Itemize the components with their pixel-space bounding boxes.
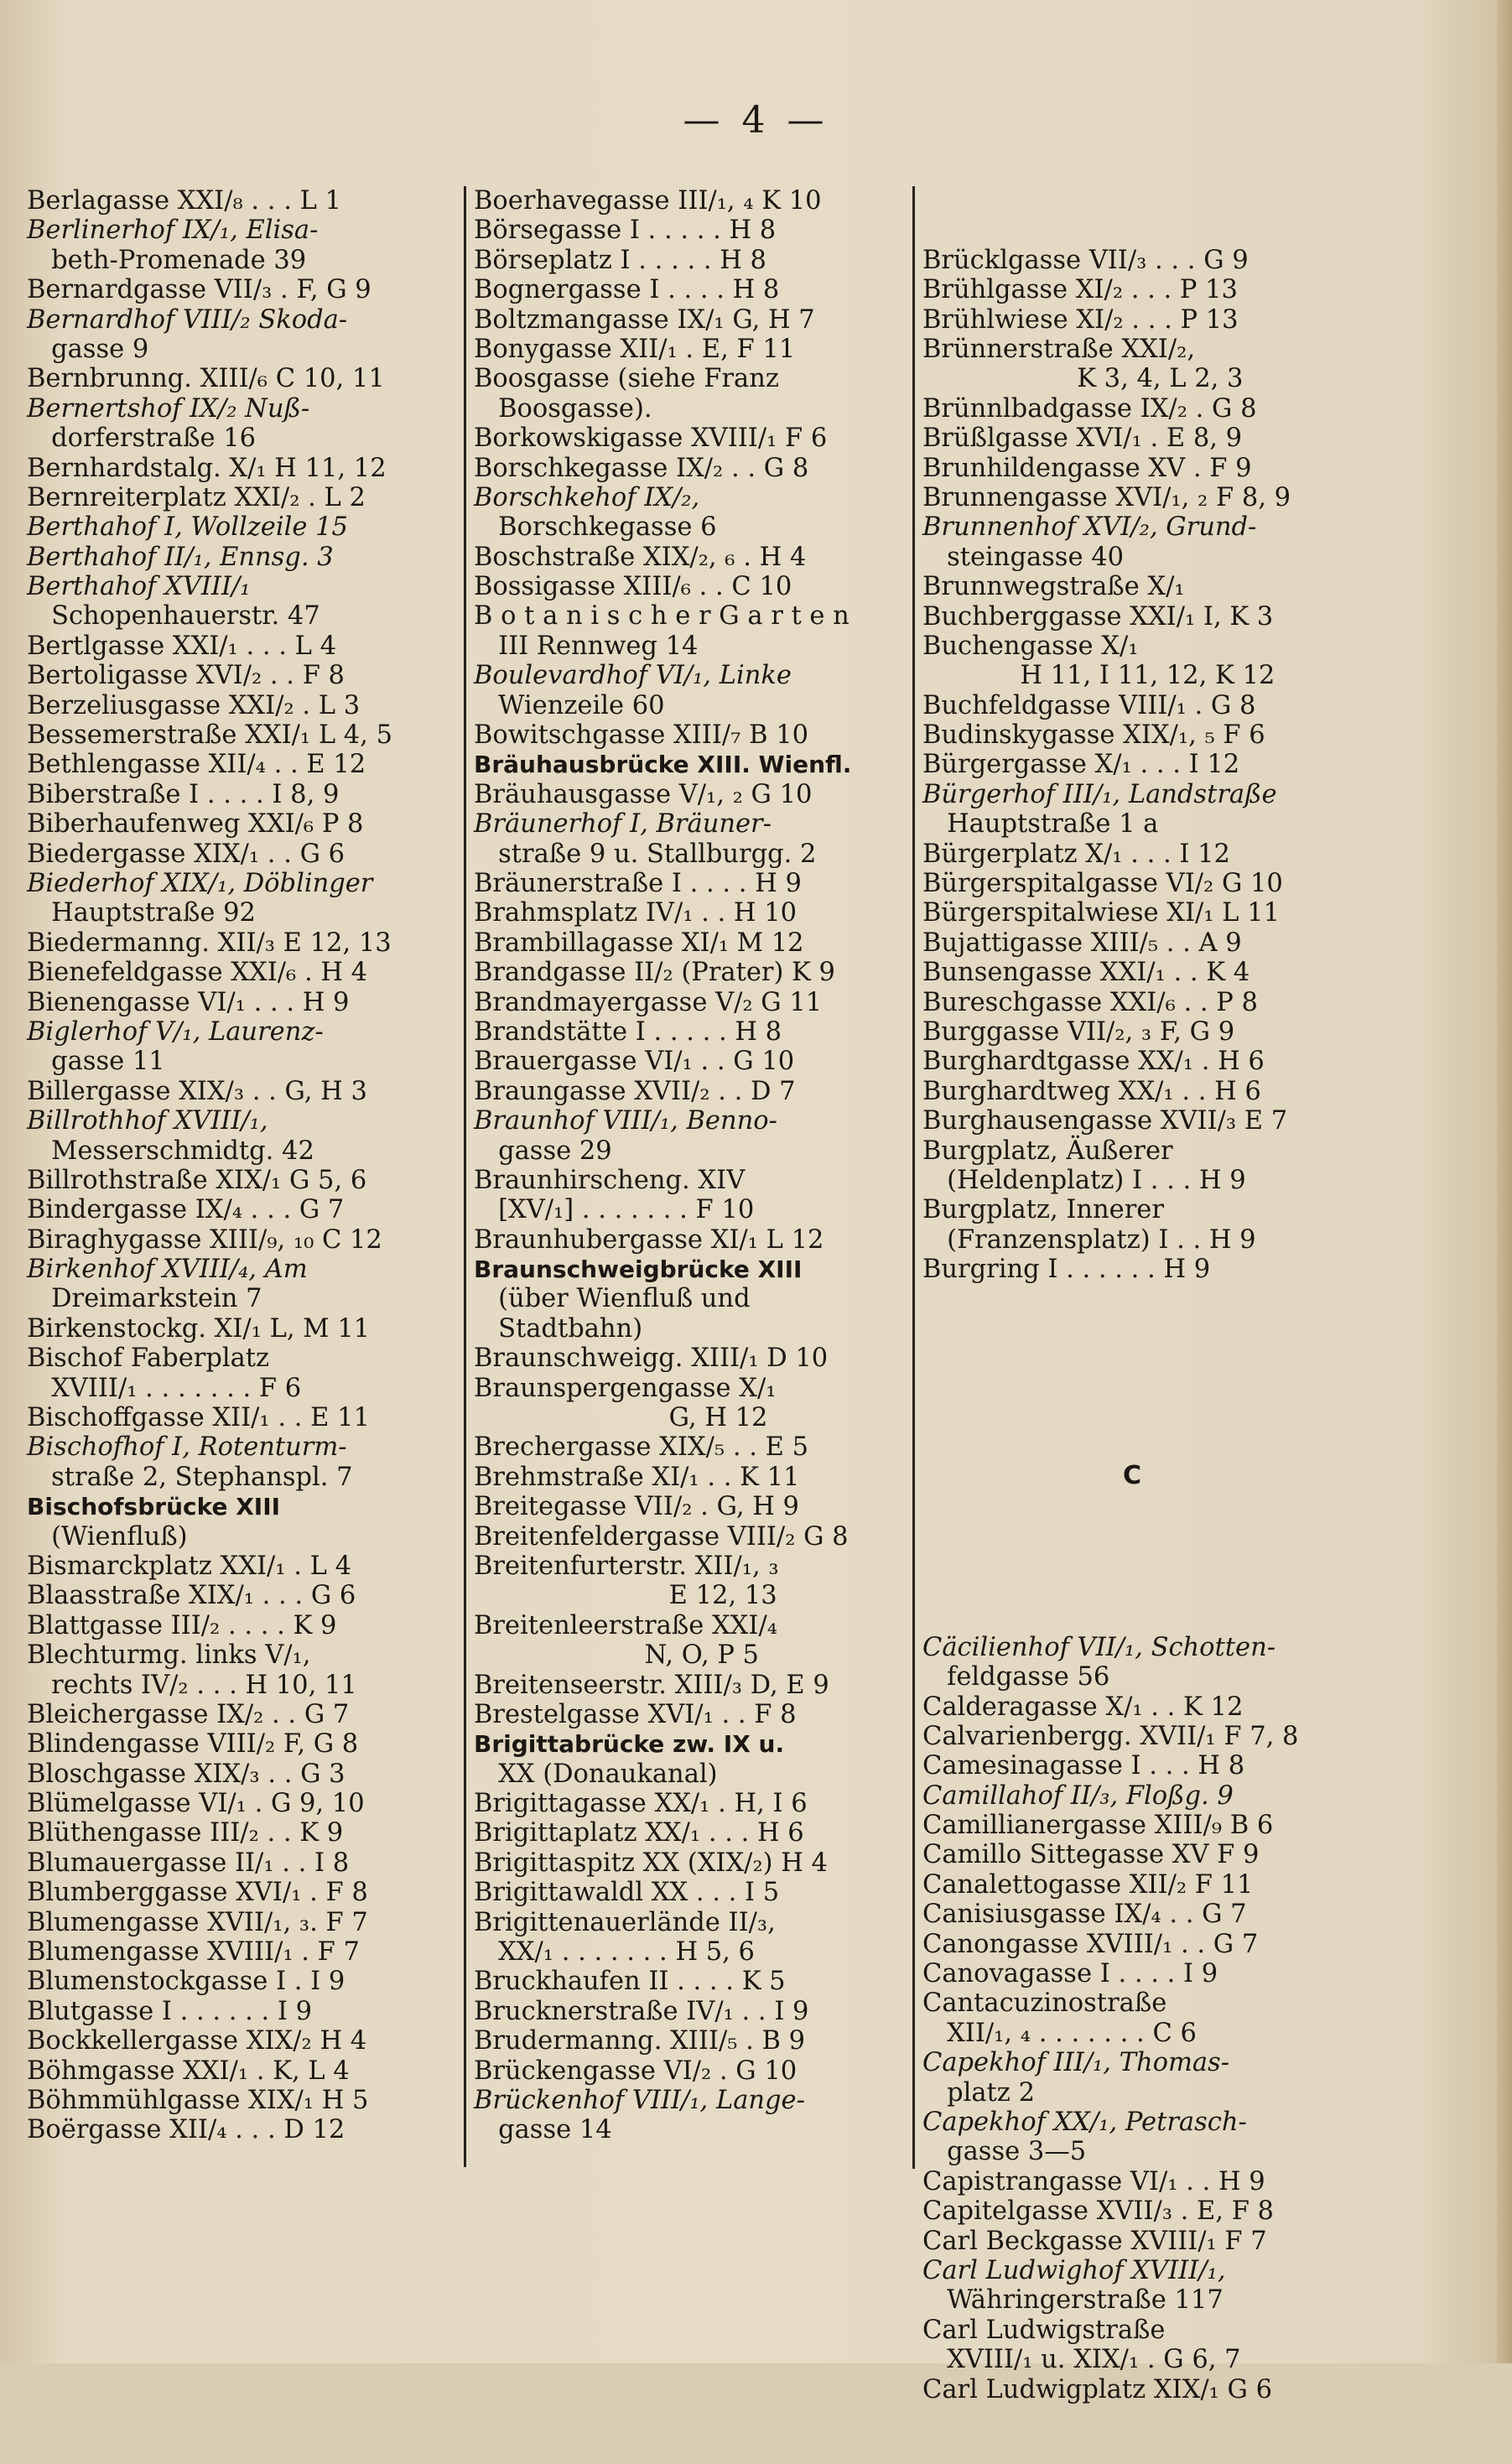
directory-entry: Billergasse XIX/₃ . . G, H 3 — [27, 1076, 367, 1106]
directory-entry: Brigittaspitz XX (XIX/₂) H 4 — [474, 1848, 828, 1878]
directory-entry: Braunschweigg. XIII/₁ D 10 — [474, 1344, 829, 1374]
directory-entry: Stadtbahn) — [474, 1313, 643, 1344]
directory-entry: Börseplatz I . . . . . H 8 — [474, 245, 766, 275]
directory-entry: Bischofhof I, Rotenturm- — [27, 1432, 347, 1463]
directory-entry: (über Wienfluß und — [474, 1284, 751, 1314]
directory-entry: Bernhardstalg. X/₁ H 11, 12 — [27, 453, 387, 483]
directory-entry: Berthahof I, Wollzeile 15 — [27, 512, 348, 543]
directory-entry: Bischoffgasse XII/₁ . . E 11 — [27, 1403, 370, 1433]
column-3-c-entries — [922, 1633, 1392, 2404]
directory-entry: Borschkegasse 6 — [474, 512, 717, 543]
directory-entry: Brücklgasse VII/₃ . . . G 9 — [922, 245, 1249, 275]
directory-entry: gasse 9 — [27, 334, 149, 364]
directory-entry: (Franzensplatz) I . . H 9 — [922, 1224, 1256, 1255]
directory-entry: Wienzeile 60 — [474, 690, 665, 720]
directory-entry: straße 9 u. Stallburgg. 2 — [474, 839, 817, 869]
directory-entry: Börsegasse I . . . . . H 8 — [474, 216, 777, 246]
directory-entry: Bureschgasse XXI/₆ . . P 8 — [922, 987, 1258, 1017]
directory-entry: Bernreiterplatz XXI/₂ . L 2 — [27, 482, 366, 512]
column-divider-1 — [464, 186, 466, 2167]
directory-entry: Berlagasse XXI/₈ . . . L 1 — [27, 186, 341, 216]
directory-entry: gasse 11 — [27, 1047, 165, 1077]
directory-entry: Camillo Sittegasse XV F 9 — [922, 1840, 1260, 1870]
directory-entry: Brigittaplatz XX/₁ . . . H 6 — [474, 1818, 804, 1848]
directory-entry: Messerschmidtg. 42 — [27, 1136, 314, 1166]
directory-entry: Burghausengasse XVII/₃ E 7 — [922, 1106, 1288, 1136]
directory-entry: Burgring I . . . . . . H 9 — [922, 1255, 1211, 1285]
directory-entry: Camesinagasse I . . . H 8 — [922, 1751, 1245, 1781]
directory-entry: Boulevardhof VI/₁, Linke — [474, 661, 792, 691]
directory-entry: Buchengasse X/₁ — [922, 631, 1139, 661]
directory-entry: Biraghygasse XIII/₉, ₁₀ C 12 — [27, 1224, 382, 1255]
directory-entry: Burghardtgasse XX/₁ . H 6 — [922, 1047, 1265, 1077]
directory-entry: Canalettogasse XII/₂ F 11 — [922, 1869, 1254, 1900]
directory-entry: Canovagasse I . . . . I 9 — [922, 1959, 1218, 1989]
directory-entry: Bernbrunng. XIII/₆ C 10, 11 — [27, 364, 385, 394]
directory-entry: Bienefeldgasse XXI/₆ . H 4 — [27, 958, 368, 988]
directory-entry: Biedermanng. XII/₃ E 12, 13 — [27, 928, 392, 958]
directory-entry: Brückengasse VI/₂ . G 10 — [474, 2056, 798, 2086]
directory-entry: dorferstraße 16 — [27, 424, 257, 454]
directory-entry: Boosgasse (siehe Franz — [474, 364, 779, 394]
directory-entry: Brigittawaldl XX . . . I 5 — [474, 1878, 780, 1908]
directory-entry: Blindengasse VIII/₂ F, G 8 — [27, 1729, 359, 1760]
directory-entry: Blaasstraße XIX/₁ . . . G 6 — [27, 1581, 356, 1611]
directory-entry: Dreimarkstein 7 — [27, 1284, 262, 1314]
directory-entry: Berthahof II/₁, Ennsg. 3 — [27, 542, 334, 572]
directory-entry: Braunhof VIII/₁, Benno- — [474, 1106, 777, 1136]
directory-entry: Blumengasse XVIII/₁ . F 7 — [27, 1937, 360, 1968]
page-edge — [1497, 0, 1512, 2363]
directory-entry: Carl Ludwigplatz XIX/₁ G 6 — [922, 2374, 1272, 2404]
directory-entry: gasse 14 — [474, 2115, 612, 2145]
directory-entry: Boosgasse). — [474, 393, 652, 424]
directory-entry: Borkowskigasse XVIII/₁ F 6 — [474, 424, 828, 454]
directory-entry: E 12, 13 — [474, 1581, 777, 1611]
directory-entry: Bischof Faberplatz — [27, 1344, 270, 1374]
directory-entry: Braunhubergasse XI/₁ L 12 — [474, 1224, 824, 1255]
directory-entry: Schopenhauerstr. 47 — [27, 601, 320, 632]
directory-entry: Bonygasse XII/₁ . E, F 11 — [474, 334, 796, 364]
directory-entry: Blattgasse III/₂ . . . . K 9 — [27, 1610, 337, 1640]
section-header-c: C — [1122, 1461, 1142, 1491]
directory-entry: Cantacuzinostraße — [922, 1988, 1167, 2019]
directory-entry: Brunnenhof XVI/₂, Grund- — [922, 512, 1257, 543]
directory-entry: N, O, P 5 — [474, 1640, 759, 1671]
directory-entry: Braunschweigbrücke XIII — [474, 1255, 803, 1284]
directory-entry: Brandmayergasse V/₂ G 11 — [474, 987, 823, 1017]
directory-entry: Brunnwegstraße X/₁ — [922, 572, 1185, 602]
directory-entry: Braungasse XVII/₂ . . D 7 — [474, 1076, 796, 1106]
directory-entry: Blumengasse XVII/₁, ₃. F 7 — [27, 1907, 368, 1937]
directory-entry: B o t a n i s c h e r G a r t e n — [474, 601, 850, 632]
directory-entry: Billrothhof XVIII/₁, — [27, 1106, 268, 1136]
directory-entry: Boerhavegasse III/₁, ₄ K 10 — [474, 186, 822, 216]
directory-entry: Canisiusgasse IX/₄ . . G 7 — [922, 1900, 1247, 1930]
directory-entry: III Rennweg 14 — [474, 631, 699, 661]
directory-entry: Burggasse VII/₂, ₃ F, G 9 — [922, 1016, 1235, 1047]
directory-entry: Brüßlgasse XVI/₁ . E 8, 9 — [922, 424, 1243, 454]
directory-entry: Blechturmg. links V/₁, — [27, 1640, 311, 1671]
directory-entry: Capekhof XX/₁, Petrasch- — [922, 2107, 1247, 2137]
directory-entry: H 11, I 11, 12, K 12 — [922, 661, 1276, 691]
directory-entry: Blümelgasse VI/₁ . G 9, 10 — [27, 1789, 365, 1819]
directory-entry: Biberhaufenweg XXI/₆ P 8 — [27, 809, 364, 840]
directory-entry: Buchfeldgasse VIII/₁ . G 8 — [922, 690, 1256, 720]
directory-entry: XVIII/₁ . . . . . . . F 6 — [27, 1373, 302, 1403]
directory-entry: Breitenseerstr. XIII/₃ D, E 9 — [474, 1670, 829, 1700]
directory-entry: Blutgasse I . . . . . . I 9 — [27, 1996, 313, 2026]
directory-entry: Bernardhof VIII/₂ Skoda- — [27, 304, 348, 335]
directory-entry: Bürgerhof III/₁, Landstraße — [922, 779, 1277, 809]
directory-entry: XVIII/₁ u. XIX/₁ . G 6, 7 — [922, 2345, 1241, 2375]
directory-entry: Brudermanng. XIII/₅ . B 9 — [474, 2026, 806, 2056]
directory-entry: Breitegasse VII/₂ . G, H 9 — [474, 1492, 799, 1522]
directory-entry: Bürgerplatz X/₁ . . . I 12 — [922, 839, 1230, 869]
directory-entry: Capekhof III/₁, Thomas- — [922, 2048, 1230, 2078]
directory-entry: Birkenstockg. XI/₁ L, M 11 — [27, 1313, 371, 1344]
directory-entry: Berlinerhof IX/₁, Elisa- — [27, 216, 319, 246]
directory-entry: steingasse 40 — [922, 542, 1125, 572]
directory-entry: (Wienfluß) — [27, 1521, 188, 1552]
page-number: — 4 — — [683, 99, 829, 142]
directory-entry: Burgplatz, Innerer — [922, 1195, 1164, 1225]
directory-entry: Biberstraße I . . . . I 8, 9 — [27, 779, 340, 809]
directory-entry: Bienengasse VI/₁ . . . H 9 — [27, 987, 350, 1017]
directory-entry: [XV/₁] . . . . . . . F 10 — [474, 1195, 755, 1225]
directory-entry: Bloschgasse XIX/₃ . . G 3 — [27, 1759, 346, 1789]
directory-entry: Cäcilienhof VII/₁, Schotten- — [922, 1632, 1276, 1662]
directory-entry: Bunsengasse XXI/₁ . . K 4 — [922, 958, 1250, 988]
directory-entry: Bognergasse I . . . . H 8 — [474, 275, 780, 305]
directory-entry: Bismarckplatz XXI/₁ . L 4 — [27, 1551, 351, 1581]
directory-entry: Berzeliusgasse XXI/₂ . L 3 — [27, 690, 361, 720]
directory-entry: Brandstätte I . . . . . H 8 — [474, 1016, 782, 1047]
directory-entry: Brandgasse II/₂ (Prater) K 9 — [474, 958, 835, 988]
directory-entry: Carl Beckgasse XVIII/₁ F 7 — [922, 2226, 1267, 2256]
section-gap — [922, 1344, 1392, 1396]
directory-entry: Camillahof II/₃, Floßg. 9 — [922, 1780, 1234, 1811]
directory-entry: gasse 29 — [474, 1136, 612, 1166]
directory-entry: Canongasse XVIII/₁ . . G 7 — [922, 1929, 1259, 1959]
directory-entry: Blumberggasse XVI/₁ . F 8 — [27, 1878, 368, 1908]
directory-entry: beth-Promenade 39 — [27, 245, 307, 275]
directory-entry: Bossigasse XIII/₆ . . C 10 — [474, 572, 792, 602]
directory-entry: Bräuhausgasse V/₁, ₂ G 10 — [474, 779, 813, 809]
directory-entry: Billrothstraße XIX/₁ G 5, 6 — [27, 1165, 367, 1195]
directory-entry: Capitelgasse XVII/₃ . E, F 8 — [922, 2196, 1274, 2227]
directory-entry: Bürgerspitalwiese XI/₁ L 11 — [922, 898, 1280, 928]
directory-entry: Breitenfeldergasse VIII/₂ G 8 — [474, 1521, 849, 1552]
directory-entry: Boschstraße XIX/₂, ₆ . H 4 — [474, 542, 807, 572]
directory-entry: Breitenleerstraße XXI/₄ — [474, 1610, 777, 1640]
directory-entry: Carl Ludwighof XVIII/₁, — [922, 2255, 1226, 2285]
directory-entry: K 3, 4, L 2, 3 — [922, 364, 1244, 394]
directory-entry: Buchberggasse XXI/₁ I, K 3 — [922, 601, 1274, 632]
directory-entry: Calvarienbergg. XVII/₁ F 7, 8 — [922, 1721, 1299, 1751]
directory-entry: Borschkehof IX/₂, — [474, 482, 700, 512]
directory-entry: Brucknerstraße IV/₁ . . I 9 — [474, 1996, 809, 2026]
directory-entry: Capistrangasse VI/₁ . . H 9 — [922, 2166, 1265, 2196]
directory-entry: Burgplatz, Äußerer — [922, 1136, 1173, 1166]
directory-entry: Bindergasse IX/₄ . . . G 7 — [27, 1195, 345, 1225]
directory-entry: Borschkegasse IX/₂ . . G 8 — [474, 453, 809, 483]
directory-entry: Bürgerspitalgasse VI/₂ G 10 — [922, 869, 1283, 899]
directory-entry: Brehmstraße XI/₁ . . K 11 — [474, 1462, 800, 1492]
directory-entry: Bernardgasse VII/₃ . F, G 9 — [27, 275, 372, 305]
directory-entry: XII/₁, ₄ . . . . . . . C 6 — [922, 2018, 1197, 2048]
directory-entry: Brahmsplatz IV/₁ . . H 10 — [474, 898, 798, 928]
directory-entry: Brühlgasse XI/₂ . . . P 13 — [922, 275, 1238, 305]
directory-entry: Calderagasse X/₁ . . K 12 — [922, 1692, 1244, 1722]
directory-entry: Bräuhausbrücke XIII. Wienfl. — [474, 751, 852, 779]
directory-entry: Bessemerstraße XXI/₁ L 4, 5 — [27, 720, 392, 751]
directory-entry: Brünnerstraße XXI/₂, — [922, 334, 1196, 364]
directory-entry: Blumauergasse II/₁ . . I 8 — [27, 1848, 350, 1878]
directory-entry: Blumenstockgasse I . I 9 — [27, 1967, 346, 1997]
directory-entry: Brechergasse XIX/₅ . . E 5 — [474, 1432, 808, 1463]
directory-entry: Bürgergasse X/₁ . . . I 12 — [922, 750, 1240, 780]
directory-entry: Budinskygasse XIX/₁, ₅ F 6 — [922, 720, 1265, 751]
directory-entry: Burghardtweg XX/₁ . . H 6 — [922, 1076, 1261, 1106]
directory-entry: Brestelgasse XVI/₁ . . F 8 — [474, 1699, 797, 1729]
directory-entry: Brünnlbadgasse IX/₂ . G 8 — [922, 393, 1257, 424]
directory-entry: Brunnengasse XVI/₁, ₂ F 8, 9 — [922, 482, 1291, 512]
directory-entry: Bischofsbrücke XIII — [27, 1493, 281, 1521]
directory-entry: Biglerhof V/₁, Laurenz- — [27, 1016, 324, 1047]
directory-entry: Breitenfurterstr. XII/₁, ₃ — [474, 1551, 779, 1581]
directory-entry: Brigittenauerlände II/₃, — [474, 1907, 776, 1937]
directory-entry: Birkenhof XVIII/₄, Am — [27, 1255, 308, 1285]
directory-entry: Brambillagasse XI/₁ M 12 — [474, 928, 804, 958]
directory-entry: Böhmgasse XXI/₁ . K, L 4 — [27, 2056, 350, 2086]
directory-entry: Bräunerhof I, Bräuner- — [474, 809, 772, 840]
column-1 — [27, 186, 455, 2145]
directory-entry: Bertlgasse XXI/₁ . . . L 4 — [27, 631, 337, 661]
directory-entry: (Heldenplatz) I . . . H 9 — [922, 1165, 1246, 1195]
directory-entry: Bujattigasse XIII/₅ . . A 9 — [922, 928, 1242, 958]
directory-entry: G, H 12 — [474, 1403, 768, 1433]
directory-entry: Braunhirscheng. XIV — [474, 1165, 746, 1195]
directory-entry: Hauptstraße 92 — [27, 898, 256, 928]
directory-entry: Braunspergengasse X/₁ — [474, 1373, 777, 1403]
directory-entry: Bethlengasse XII/₄ . . E 12 — [27, 750, 366, 780]
directory-entry: Bertoligasse XVI/₂ . . F 8 — [27, 661, 345, 691]
directory-entry: Bernertshof IX/₂ Nuß- — [27, 393, 310, 424]
directory-entry: Brückenhof VIII/₁, Lange- — [474, 2086, 805, 2115]
directory-entry: Boltzmangasse IX/₁ G, H 7 — [474, 304, 815, 335]
directory-entry: Brigittagasse XX/₁ . H, I 6 — [474, 1789, 808, 1819]
directory-entry: XX/₁ . . . . . . . H 5, 6 — [474, 1937, 755, 1968]
column-divider-2 — [912, 186, 915, 2169]
directory-entry: Währingerstraße 117 — [922, 2285, 1224, 2316]
directory-entry: Bowitschgasse XIII/₇ B 10 — [474, 720, 809, 751]
directory-entry: Boërgasse XII/₄ . . . D 12 — [27, 2115, 346, 2145]
directory-entry: straße 2, Stephanspl. 7 — [27, 1462, 353, 1492]
section-gap — [922, 1557, 1392, 1573]
directory-entry: Bockkellergasse XIX/₂ H 4 — [27, 2026, 367, 2056]
directory-entry: Bruckhaufen II . . . . K 5 — [474, 1967, 786, 1997]
directory-entry: Hauptstraße 1 a — [922, 809, 1159, 840]
directory-entry: Biedergasse XIX/₁ . . G 6 — [27, 839, 346, 869]
directory-entry: Brigittabrücke zw. IX u. — [474, 1730, 785, 1759]
directory-entry: Brauergasse VI/₁ . . G 10 — [474, 1047, 795, 1077]
directory-entry: rechts IV/₂ . . . H 10, 11 — [27, 1670, 357, 1700]
directory-entry: Berthahof XVIII/₁ — [27, 572, 251, 602]
directory-entry: XX (Donaukanal) — [474, 1759, 718, 1789]
directory-entry: Blüthengasse III/₂ . . K 9 — [27, 1818, 344, 1848]
directory-entry: platz 2 — [922, 2077, 1035, 2108]
directory-entry: Bleichergasse IX/₂ . . G 7 — [27, 1699, 350, 1729]
directory-entry: Biederhof XIX/₁, Döblinger — [27, 868, 373, 898]
directory-entry: Bräunerstraße I . . . . H 9 — [474, 868, 802, 898]
directory-entry: feldgasse 56 — [922, 1662, 1110, 1692]
directory-entry: gasse 3—5 — [922, 2137, 1087, 2167]
column-3 — [922, 186, 1392, 2464]
column-2 — [474, 186, 901, 2145]
directory-entry: Böhmmühlgasse XIX/₁ H 5 — [27, 2086, 369, 2115]
directory-entry: Brunhildengasse XV . F 9 — [922, 453, 1252, 483]
directory-entry: Brühlwiese XI/₂ . . . P 13 — [922, 304, 1239, 335]
directory-entry: Carl Ludwigstraße — [922, 2315, 1166, 2345]
directory-entry: Camillianergasse XIII/₉ B 6 — [922, 1811, 1274, 1841]
column-3-b-entries — [922, 246, 1392, 1285]
